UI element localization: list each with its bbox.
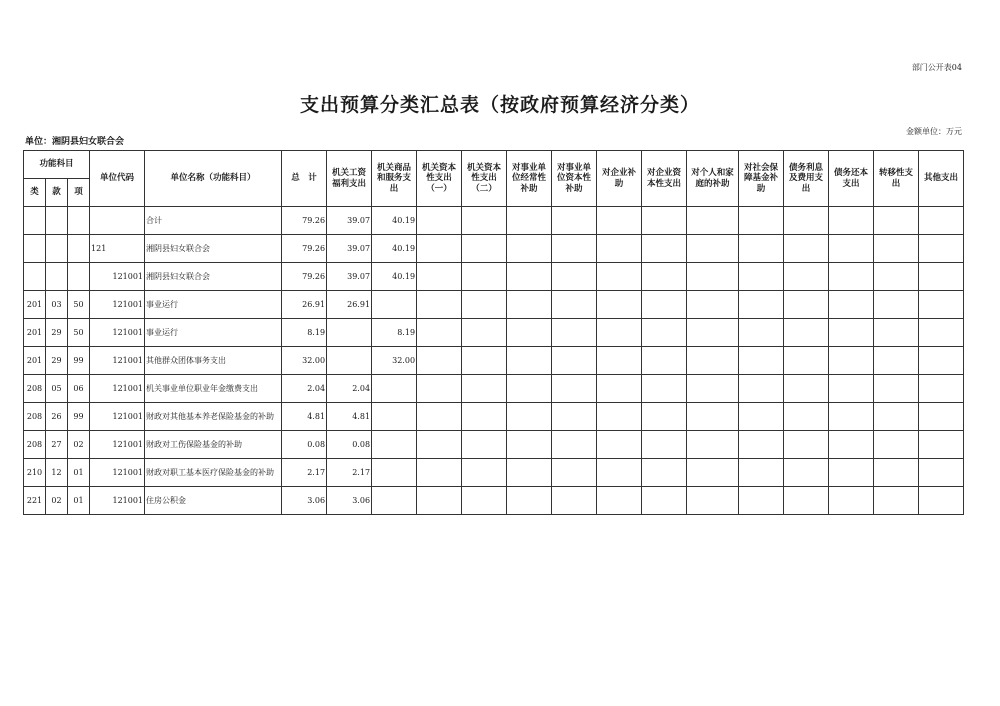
cell-lei: 201 (24, 291, 46, 319)
table-row (24, 487, 964, 515)
cell-total: 2.17 (282, 459, 327, 487)
cell-lei: 210 (24, 459, 46, 487)
cell-name: 财政对其他基本养老保险基金的补助 (145, 403, 282, 431)
cell-lei (24, 263, 46, 291)
cell-lei: 208 (24, 431, 46, 459)
cell-kuan: 29 (46, 347, 68, 375)
header-col-14: 其他支出 (919, 151, 964, 207)
cell-xiang: 50 (68, 319, 90, 347)
cell-goods-services: 8.19 (372, 319, 417, 347)
cell-name: 事业运行 (145, 291, 282, 319)
table-row (24, 403, 964, 431)
cell-salary: 2.04 (327, 375, 372, 403)
cell-goods-services (372, 375, 417, 403)
cell-total: 3.06 (282, 487, 327, 515)
cell-xiang: 02 (68, 431, 90, 459)
cell-salary: 3.06 (327, 487, 372, 515)
cell-name: 合计 (145, 207, 282, 235)
header-col-7: 对企业补助 (597, 151, 642, 207)
cell-xiang: 99 (68, 403, 90, 431)
cell-goods-services: 40.19 (372, 263, 417, 291)
table-row (24, 347, 964, 375)
cell-total: 79.26 (282, 263, 327, 291)
cell-code: 121001 (90, 487, 145, 515)
header-col-8: 对企业资本性支出 (642, 151, 687, 207)
cell-salary: 2.17 (327, 459, 372, 487)
header-col-10: 对社会保障基金补助 (739, 151, 784, 207)
cell-total: 2.04 (282, 375, 327, 403)
cell-lei (24, 235, 46, 263)
table-row (24, 207, 964, 235)
cell-total: 79.26 (282, 207, 327, 235)
cell-code: 121001 (90, 291, 145, 319)
cell-lei: 208 (24, 403, 46, 431)
table-row (24, 235, 964, 263)
cell-goods-services: 40.19 (372, 207, 417, 235)
cell-kuan (46, 207, 68, 235)
cell-salary: 0.08 (327, 431, 372, 459)
cell-kuan: 29 (46, 319, 68, 347)
header-col-9: 对个人和家庭的补助 (687, 151, 739, 207)
cell-xiang: 01 (68, 487, 90, 515)
header-unit-name: 单位名称（功能科目） (145, 151, 282, 207)
amount-unit-label: 金额单位：万元 (906, 127, 962, 136)
cell-code: 121001 (90, 403, 145, 431)
header-col-13: 转移性支出 (874, 151, 919, 207)
cell-goods-services: 32.00 (372, 347, 417, 375)
cell-salary (327, 347, 372, 375)
header-col-1: 机关工资福利支出 (327, 151, 372, 207)
cell-goods-services (372, 291, 417, 319)
cell-name: 湘阴县妇女联合会 (145, 235, 282, 263)
cell-goods-services: 40.19 (372, 235, 417, 263)
cell-salary: 26.91 (327, 291, 372, 319)
unit-label: 单位：湘阴县妇女联合会 (25, 137, 125, 147)
table-row (24, 291, 964, 319)
table-row (24, 375, 964, 403)
cell-code: 121001 (90, 431, 145, 459)
cell-goods-services (372, 431, 417, 459)
cell-lei: 221 (24, 487, 46, 515)
cell-lei: 201 (24, 347, 46, 375)
table-row (24, 263, 964, 291)
cell-name: 财政对职工基本医疗保险基金的补助 (145, 459, 282, 487)
cell-xiang (68, 263, 90, 291)
cell-lei: 201 (24, 319, 46, 347)
cell-total: 26.91 (282, 291, 327, 319)
cell-name: 湘阴县妇女联合会 (145, 263, 282, 291)
budget-table (23, 150, 964, 515)
header-lei: 类 (24, 179, 46, 207)
cell-kuan: 05 (46, 375, 68, 403)
cell-name: 财政对工伤保险基金的补助 (145, 431, 282, 459)
cell-code: 121001 (90, 263, 145, 291)
cell-code: 121 (90, 235, 145, 263)
header-col-12: 债务还本支出 (829, 151, 874, 207)
cell-xiang (68, 207, 90, 235)
header-kuan: 款 (46, 179, 68, 207)
cell-lei (24, 207, 46, 235)
page-title: 支出预算分类汇总表（按政府预算经济分类） (299, 94, 700, 116)
cell-kuan: 02 (46, 487, 68, 515)
document-number: 部门公开表04 (911, 63, 962, 72)
header-col-11: 债务利息及费用支出 (784, 151, 829, 207)
header-col-4: 机关资本性支出（二） (462, 151, 507, 207)
table-row (24, 319, 964, 347)
cell-name: 事业运行 (145, 319, 282, 347)
cell-total: 4.81 (282, 403, 327, 431)
cell-kuan (46, 235, 68, 263)
cell-goods-services (372, 487, 417, 515)
header-col-2: 机关商品和服务支出 (372, 151, 417, 207)
table-row (24, 459, 964, 487)
cell-total: 8.19 (282, 319, 327, 347)
cell-xiang: 06 (68, 375, 90, 403)
header-total: 总 计 (282, 151, 327, 207)
cell-xiang: 01 (68, 459, 90, 487)
cell-name: 住房公积金 (145, 487, 282, 515)
header-xiang: 项 (68, 179, 90, 207)
cell-name: 其他群众团体事务支出 (145, 347, 282, 375)
cell-kuan: 12 (46, 459, 68, 487)
cell-code: 121001 (90, 375, 145, 403)
table-row (24, 431, 964, 459)
cell-xiang (68, 235, 90, 263)
cell-goods-services (372, 403, 417, 431)
header-func-group: 功能科目 (24, 151, 90, 179)
cell-code: 121001 (90, 459, 145, 487)
cell-salary: 39.07 (327, 235, 372, 263)
cell-salary: 39.07 (327, 207, 372, 235)
cell-kuan (46, 263, 68, 291)
cell-xiang: 50 (68, 291, 90, 319)
header-unit-code: 单位代码 (90, 151, 145, 207)
cell-salary (327, 319, 372, 347)
header-col-5: 对事业单位经常性补助 (507, 151, 552, 207)
cell-code: 121001 (90, 319, 145, 347)
cell-total: 0.08 (282, 431, 327, 459)
cell-total: 32.00 (282, 347, 327, 375)
cell-total: 79.26 (282, 235, 327, 263)
cell-kuan: 27 (46, 431, 68, 459)
cell-goods-services (372, 459, 417, 487)
cell-salary: 4.81 (327, 403, 372, 431)
cell-salary: 39.07 (327, 263, 372, 291)
cell-kuan: 03 (46, 291, 68, 319)
cell-lei: 208 (24, 375, 46, 403)
cell-xiang: 99 (68, 347, 90, 375)
cell-name: 机关事业单位职业年金缴费支出 (145, 375, 282, 403)
header-col-6: 对事业单位资本性补助 (552, 151, 597, 207)
cell-code: 121001 (90, 347, 145, 375)
header-col-3: 机关资本性支出（一） (417, 151, 462, 207)
cell-code (90, 207, 145, 235)
cell-kuan: 26 (46, 403, 68, 431)
